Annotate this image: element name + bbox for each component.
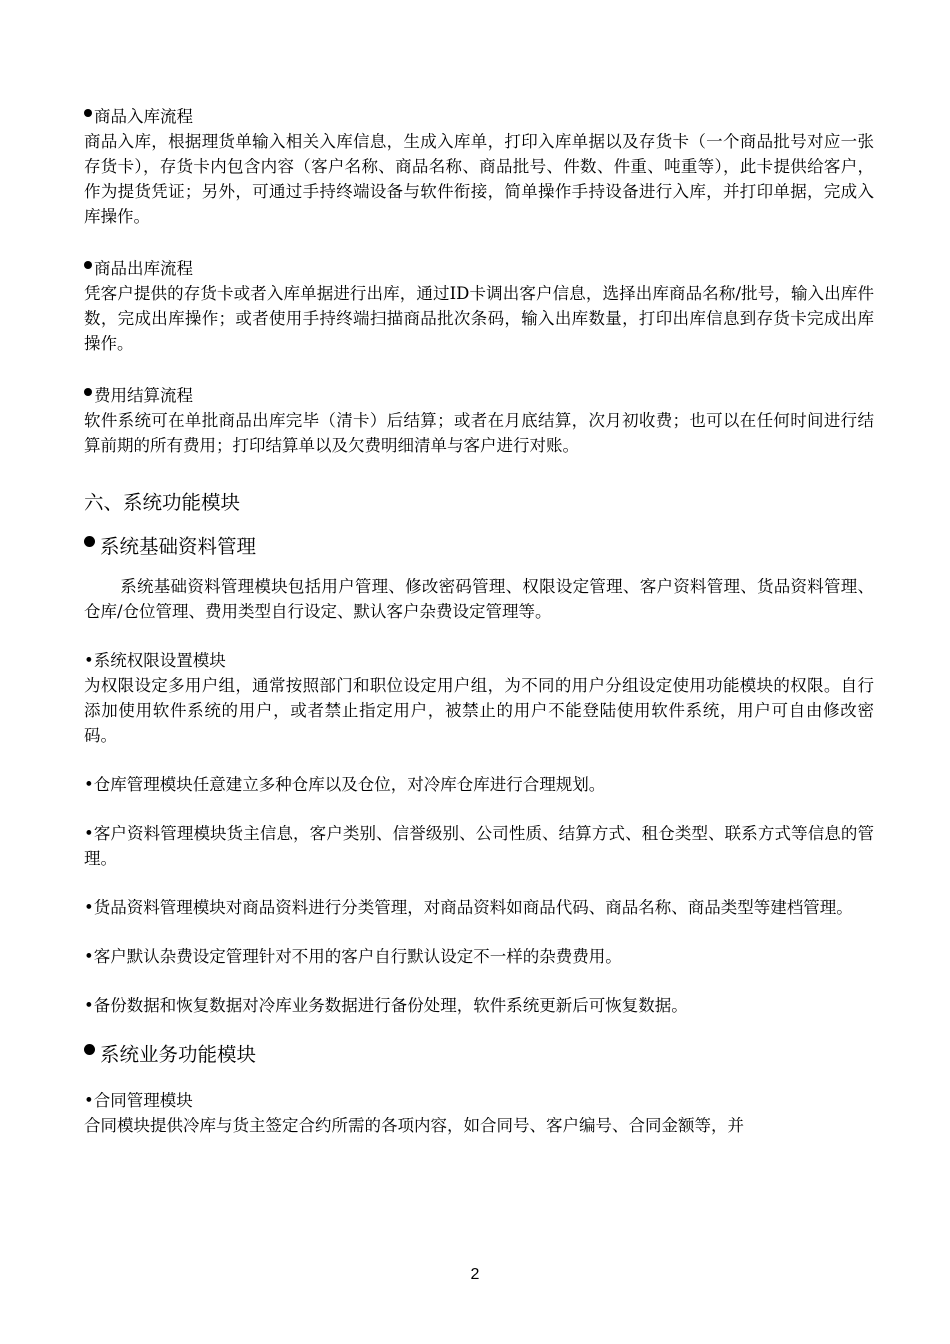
basic-title: 系统基础资料管理	[100, 535, 257, 558]
contract-title: •合同管理模块	[84, 1091, 193, 1110]
inbound-section	[84, 104, 874, 229]
bullet-icon	[84, 1044, 95, 1055]
business-title: 系统业务功能模块	[100, 1043, 257, 1066]
document-page	[84, 104, 874, 1138]
outbound-title: 商品出库流程	[94, 259, 193, 278]
basic-heading	[84, 532, 874, 562]
permission-body: 为权限设定多用户组，通常按照部门和职位设定用户组，为不同的用户分组设定使用功能模块的权限。自行添加使用软件系统的用户，或者禁止指定用户，被禁止的用户不能登陆使用软件系统，用户可自由修改密码。	[84, 676, 874, 745]
settlement-body: 软件系统可在单批商品出库完毕（清卡）后结算；或者在月底结算，次月初收费；也可以在任何时间进行结算前期的所有费用；打印结算单以及欠费明细清单与客户进行对账。	[84, 411, 874, 455]
list-item-goods: •货品资料管理模块对商品资料进行分类管理，对商品资料如商品代码、商品名称、商品类型等建档管理。	[84, 898, 853, 917]
bullet-icon	[84, 388, 92, 396]
inbound-title: 商品入库流程	[94, 107, 193, 126]
basic-intro: 系统基础资料管理模块包括用户管理、修改密码管理、权限设定管理、客户资料管理、货品资料管理、仓库/仓位管理、费用类型自行设定、默认客户杂费设定管理等。	[84, 577, 874, 621]
contract-body: 合同模块提供冷库与货主签定合约所需的各项内容，如合同号、客户编号、合同金额等，并	[84, 1116, 744, 1135]
settlement-heading	[84, 383, 874, 408]
inbound-body: 商品入库，根据理货单输入相关入库信息，生成入库单，打印入库单据以及存货卡（一个商品批号对应一张存货卡），存货卡内包含内容（客户名称、商品名称、商品批号、件数、件重、吨重等），此卡提供给客户，作为提货凭证；另外，可通过手持终端设备与软件衔接，简单操作手持设备进行入库，并打印单据，完成入库操作。	[84, 132, 874, 226]
outbound-body: 凭客户提供的存货卡或者入库单据进行出库，通过ID卡调出客户信息，选择出库商品名称/批号，输入出库件数，完成出库操作；或者使用手持终端扫描商品批次条码，输入出库数量，打印出库信息到存货卡完成出库操作。	[84, 284, 874, 353]
bullet-icon	[84, 536, 95, 547]
business-heading	[84, 1040, 874, 1070]
inbound-heading	[84, 104, 874, 129]
outbound-heading	[84, 256, 874, 281]
outbound-section	[84, 256, 874, 356]
permission-title: •系统权限设置模块	[84, 651, 226, 670]
settlement-section	[84, 383, 874, 458]
page-number: 2	[470, 1266, 480, 1283]
settlement-title: 费用结算流程	[94, 386, 193, 405]
chapter-title: 六、系统功能模块	[84, 491, 241, 514]
bullet-icon	[84, 261, 92, 269]
list-item-fees: •客户默认杂费设定管理针对不用的客户自行默认设定不一样的杂费费用。	[84, 947, 622, 966]
list-item-warehouse: •仓库管理模块任意建立多种仓库以及仓位，对冷库仓库进行合理规划。	[84, 775, 606, 794]
bullet-icon	[84, 109, 92, 117]
list-item-backup: •备份数据和恢复数据对冷库业务数据进行备份处理，软件系统更新后可恢复数据。	[84, 996, 688, 1015]
list-item-customer: •客户资料管理模块货主信息，客户类别、信誉级别、公司性质、结算方式、租仓类型、联系方式等信息的管理。	[84, 824, 874, 868]
